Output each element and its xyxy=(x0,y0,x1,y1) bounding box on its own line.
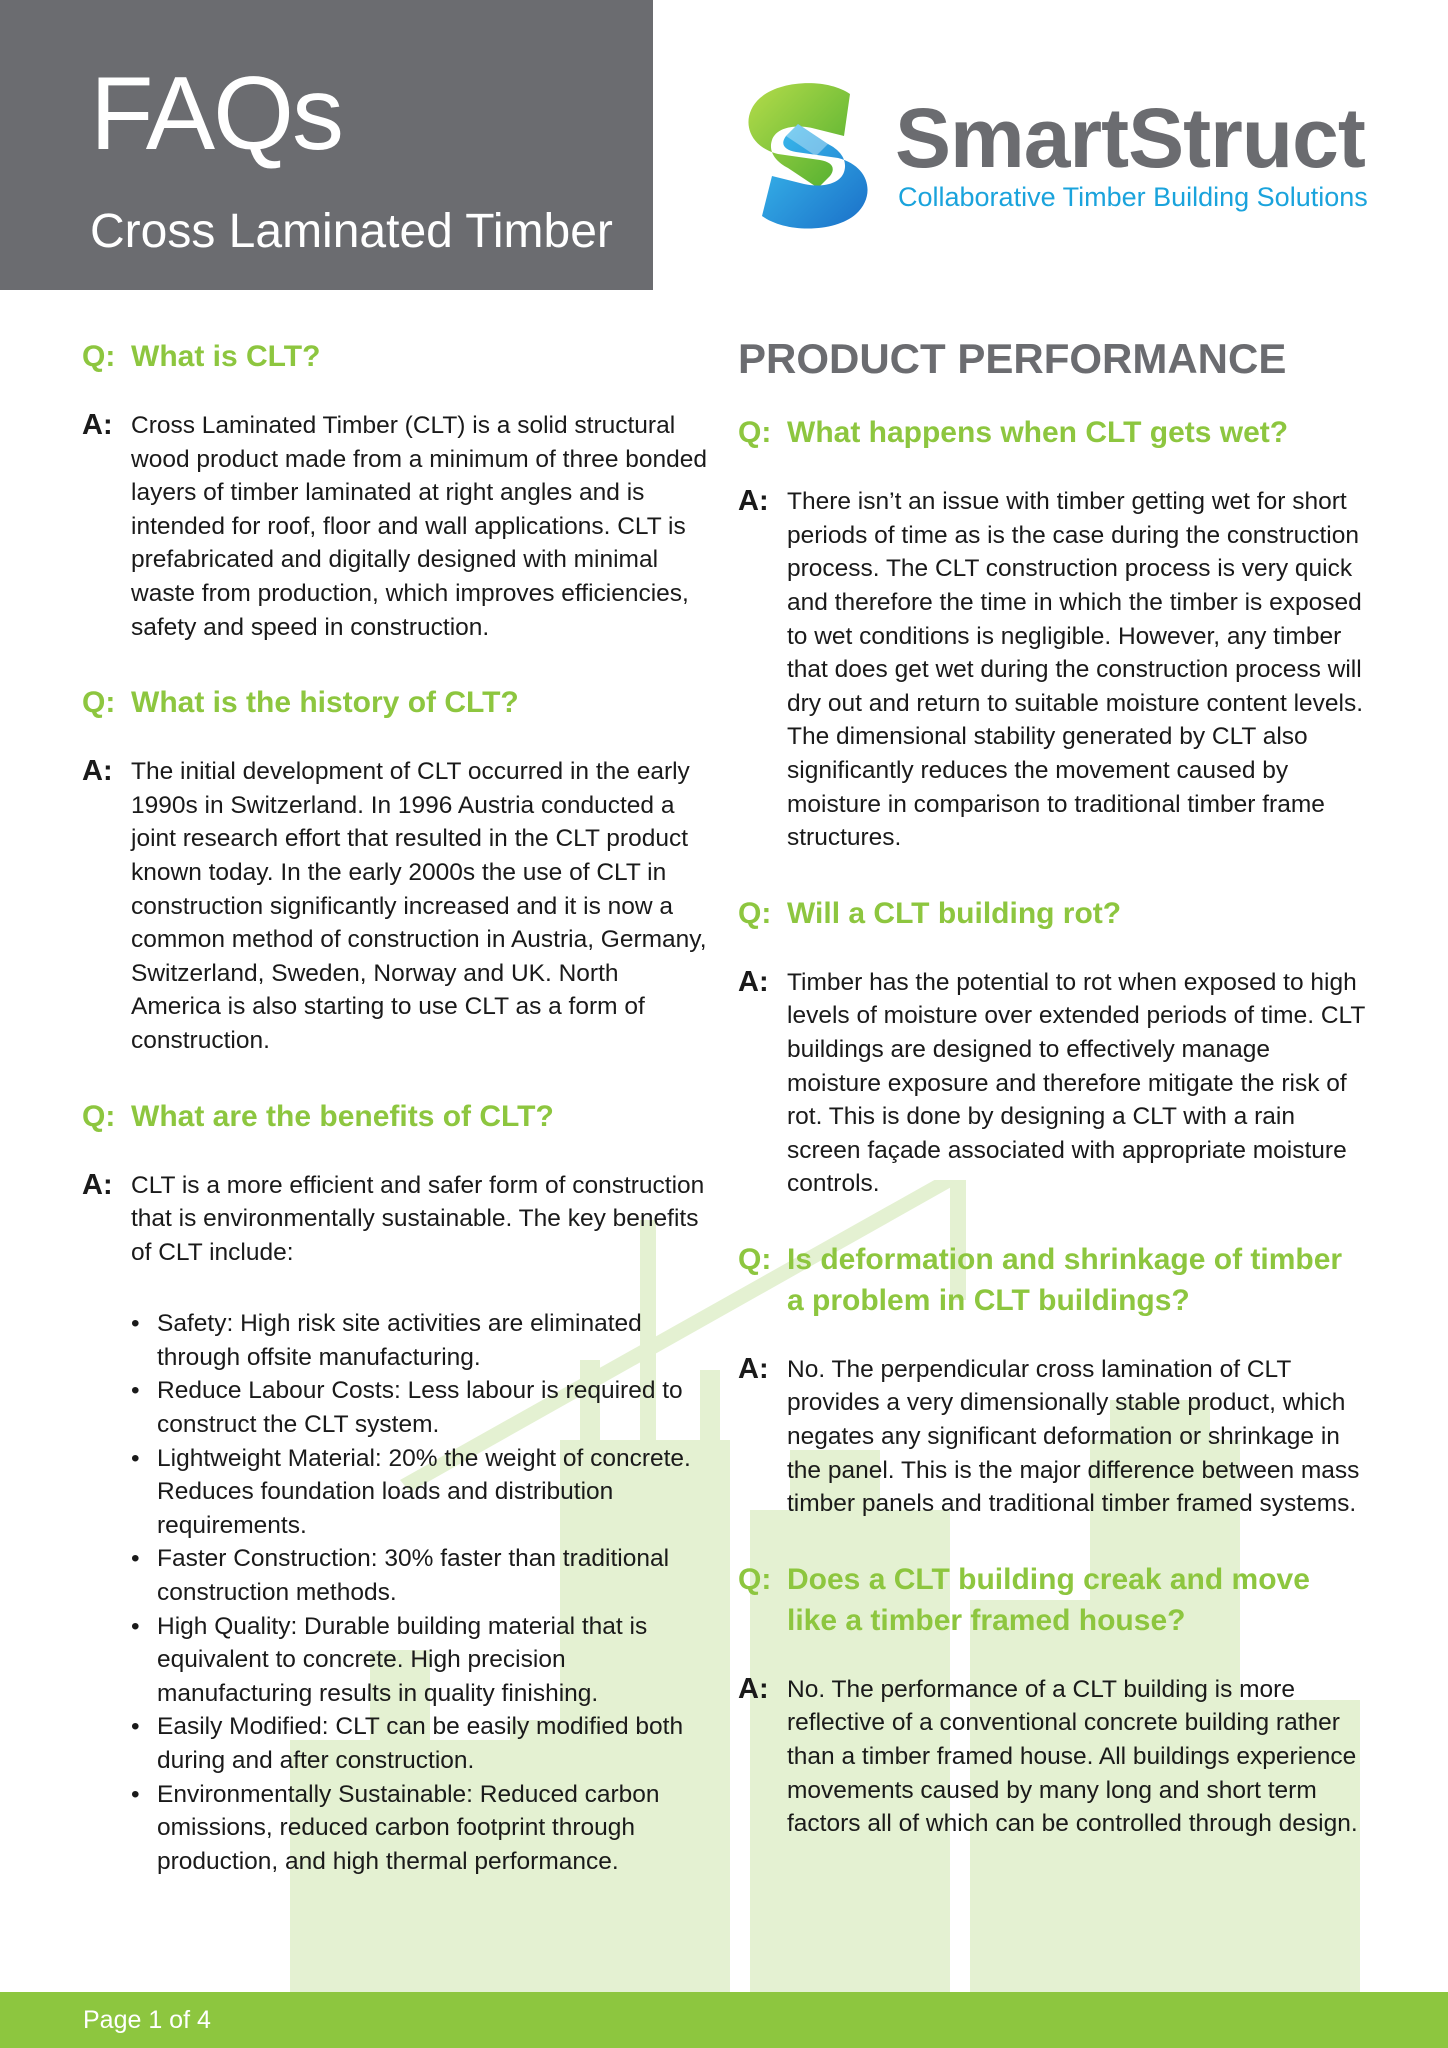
faq-question xyxy=(738,1559,1366,1641)
faq-answer xyxy=(82,409,710,644)
question-text: What is CLT? xyxy=(131,340,321,373)
question-text: Will a CLT building rot? xyxy=(787,896,1122,930)
faq-item xyxy=(738,893,1366,1201)
faq-item xyxy=(738,1559,1366,1841)
question-text: What are the benefits of CLT? xyxy=(131,1099,554,1133)
answer-label: A: xyxy=(738,485,769,518)
answer-text: No. The performance of a CLT building is more reflective of a conventional concrete building rather than a timber framed house. All buildings experience movements caused by many long and short term factors all of which can be controlled through design. xyxy=(787,1675,1358,1838)
faq-item xyxy=(82,336,710,644)
answer-text: The initial development of CLT occurred in the early 1990s in Switzerland. In 1996 Austria conducted a joint research effort that resulted in the CLT product known today. In the early 2000s the use of CLT in construction significantly increased and it is now a common method of construction in Austria, Germany, Switzerland, Sweden, Norway and UK. North America is also starting to use CLT as a form of construction. xyxy=(131,758,707,1054)
question-text: Is deformation and shrinkage of timber a problem in CLT buildings? xyxy=(787,1242,1343,1317)
faq-question xyxy=(738,1239,1366,1321)
faq-answer xyxy=(82,1169,710,1879)
faq-item xyxy=(82,682,710,1057)
faq-answer xyxy=(82,755,710,1057)
question-label: Q: xyxy=(82,1099,116,1133)
question-label: Q: xyxy=(738,416,772,450)
faq-question xyxy=(82,682,710,723)
right-column xyxy=(738,336,1366,1879)
faq-question xyxy=(82,1096,710,1137)
answer-label: A: xyxy=(738,965,769,998)
question-label: Q: xyxy=(738,896,772,930)
faq-answer xyxy=(738,1353,1366,1521)
logo-s-mark-icon xyxy=(732,76,882,236)
faq-item xyxy=(82,1096,710,1879)
faq-answer xyxy=(738,1673,1366,1841)
faq-item xyxy=(738,412,1366,855)
faq-question xyxy=(738,893,1366,934)
footer-bar xyxy=(0,1992,1448,2048)
answer-text: Timber has the potential to rot when exposed to high levels of moisture over extended periods of time. CLT buildings are designed to effectively manage moisture exposure and therefore mitigate the risk of rot. This is done by designing a CLT with a rain screen façade associated with appropriate moisture controls. xyxy=(787,968,1365,1198)
benefits-list xyxy=(131,1307,710,1878)
question-text: What is the history of CLT? xyxy=(131,686,519,720)
benefit-item: • Faster Construction: 30% faster than traditional construction methods. xyxy=(131,1542,710,1609)
question-label: Q: xyxy=(82,686,116,720)
section-title: PRODUCT PERFORMANCE xyxy=(738,335,1287,382)
question-label: Q: xyxy=(738,1242,772,1276)
benefit-item: • Reduce Labour Costs: Less labour is required to construct the CLT system. xyxy=(131,1374,710,1441)
benefit-item: • Lightweight Material: 20% the weight of concrete. Reduces foundation loads and distribution requirements. xyxy=(131,1442,710,1543)
answer-text: There isn’t an issue with timber getting wet for short periods of time as is the case during the construction process. The CLT construction process is very quick and therefore the time in which the timber is exposed to wet conditions is negligible. However, any timber that does get wet during the construction process will dry out and return to suitable moisture content levels. The dimensional stability generated by CLT also significantly reduces the movement caused by moisture in comparison to traditional timber frame structures. xyxy=(787,488,1364,852)
page-subtitle: Cross Laminated Timber xyxy=(90,205,613,258)
question-text: Does a CLT building creak and move like a timber framed house? xyxy=(787,1562,1310,1637)
left-column xyxy=(82,336,710,1916)
page-number: Page 1 of 4 xyxy=(83,2006,211,2034)
benefit-item: • Environmentally Sustainable: Reduced carbon omissions, reduced carbon footprint through production, and high thermal performance. xyxy=(131,1778,710,1879)
faq-item xyxy=(738,1239,1366,1521)
answer-label: A: xyxy=(738,1672,769,1705)
faq-question xyxy=(738,412,1366,453)
faq-answer xyxy=(738,966,1366,1201)
logo-tagline: Collaborative Timber Building Solutions xyxy=(898,182,1368,212)
question-label: Q: xyxy=(738,1562,772,1596)
faq-answer xyxy=(738,485,1366,855)
faq-question xyxy=(82,336,710,377)
question-text: What happens when CLT gets wet? xyxy=(787,416,1289,450)
page-title: FAQs xyxy=(90,56,343,172)
benefit-item: • High Quality: Durable building material that is equivalent to concrete. High precision manufacturing results in quality finishing. xyxy=(131,1610,710,1711)
answer-text: Cross Laminated Timber (CLT) is a solid structural wood product made from a minimum of three bonded layers of timber laminated at right angles and is intended for roof, floor and wall applications. CLT is prefabricated and digitally designed with minimal waste from production, which improves efficiencies, safety and speed in construction. xyxy=(131,412,708,641)
answer-label: A: xyxy=(82,1168,113,1201)
logo-wordmark: SmartStruct xyxy=(895,91,1365,185)
answer-text: CLT is a more efficient and safer form of construction that is environmentally sustainable. The key benefits of CLT include: xyxy=(131,1171,705,1266)
answer-label: A: xyxy=(82,409,113,441)
header-banner xyxy=(0,0,653,290)
answer-label: A: xyxy=(82,755,113,788)
answer-label: A: xyxy=(738,1352,769,1385)
benefit-item: • Safety: High risk site activities are eliminated through offsite manufacturing. xyxy=(131,1307,710,1374)
question-label: Q: xyxy=(82,340,116,373)
benefit-item: • Easily Modified: CLT can be easily modified both during and after construction. xyxy=(131,1710,710,1777)
answer-text: No. The perpendicular cross lamination of CLT provides a very dimensionally stable product, which negates any significant deformation or shrinkage in the panel. This is the major difference between mass timber panels and traditional timber framed systems. xyxy=(787,1355,1360,1518)
